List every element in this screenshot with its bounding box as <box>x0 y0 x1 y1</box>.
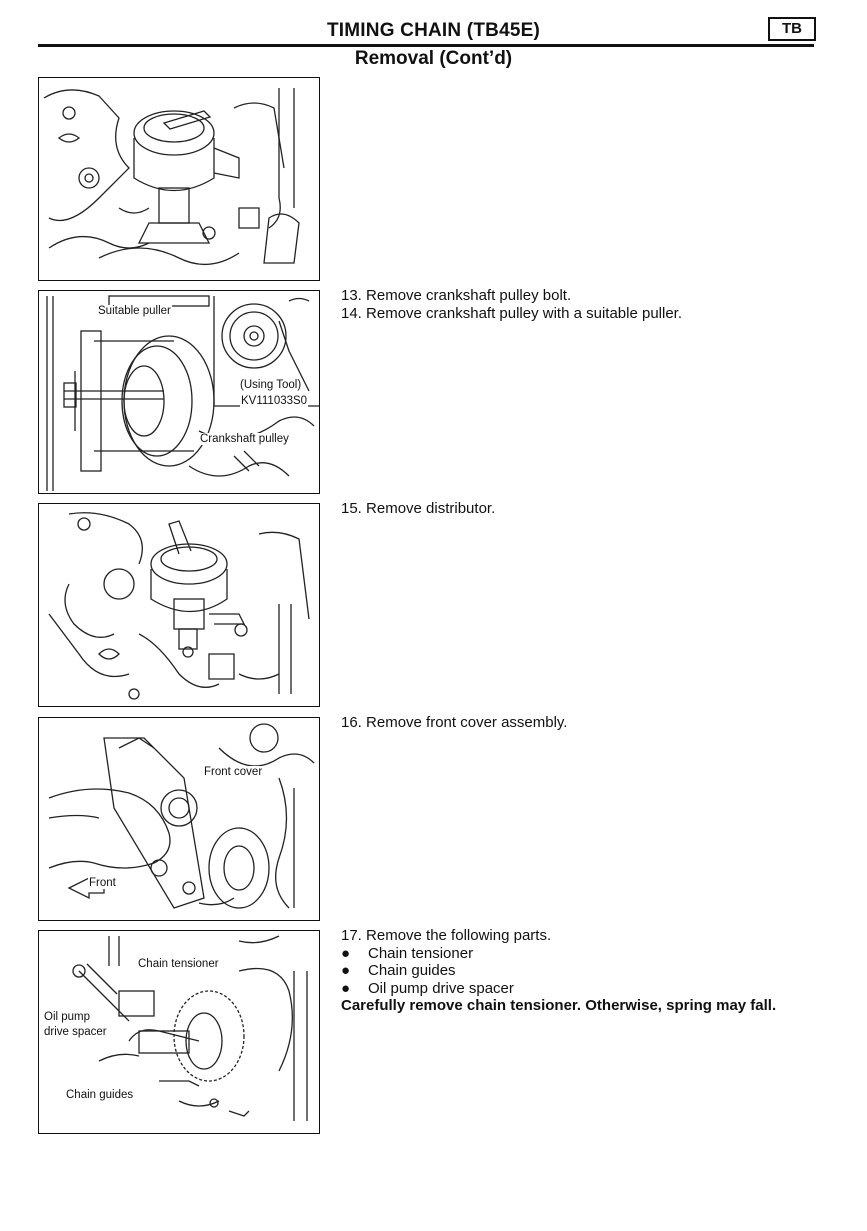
label-drive-spacer: drive spacer <box>44 1026 107 1038</box>
step-17: 17. Remove the following parts. <box>341 927 552 944</box>
figure-chain-parts-removal <box>38 930 320 1134</box>
label-chain-guides: Chain guides <box>66 1089 134 1101</box>
figure-distributor-installed <box>38 77 320 281</box>
step-16: 16. Remove front cover assembly. <box>341 714 568 731</box>
label-tool-number: KV111033S0 <box>241 395 308 407</box>
page-title: TIMING CHAIN (TB45E) <box>327 20 540 41</box>
label-chain-tensioner: Chain tensioner <box>138 958 219 970</box>
bullet-item: ● Oil pump drive spacer <box>341 979 514 997</box>
label-oil-pump: Oil pump <box>44 1011 91 1023</box>
figure-distributor-removal <box>38 503 320 707</box>
label-front-cover: Front cover <box>204 766 263 778</box>
label-front: Front <box>89 877 116 889</box>
bullet-item: ● Chain guides <box>341 962 456 979</box>
label-crankshaft-pulley: Crankshaft pulley <box>200 433 289 445</box>
label-using-tool: (Using Tool) <box>240 379 302 391</box>
page-subtitle: Removal (Cont’d) <box>354 48 513 69</box>
steps-15 <box>341 500 495 518</box>
label-suitable-puller: Suitable puller <box>98 305 171 317</box>
bullet-item: ● Chain tensioner <box>341 944 474 962</box>
steps-17 <box>341 927 776 1015</box>
step-13: 13. Remove crankshaft pulley bolt. <box>341 287 572 304</box>
caution-note: Carefully remove chain tensioner. Otherwise, spring may fall. <box>341 997 777 1014</box>
section-tab: TB <box>768 17 816 41</box>
step-14: 14. Remove crankshaft pulley with a suitable puller. <box>341 304 683 322</box>
step-15: 15. Remove distributor. <box>341 500 496 517</box>
steps-13-14 <box>341 287 682 322</box>
steps-16 <box>341 714 567 732</box>
figure-crankshaft-pulley-removal <box>38 290 320 494</box>
figure-front-cover-removal <box>38 717 320 921</box>
header-rule <box>38 44 814 47</box>
